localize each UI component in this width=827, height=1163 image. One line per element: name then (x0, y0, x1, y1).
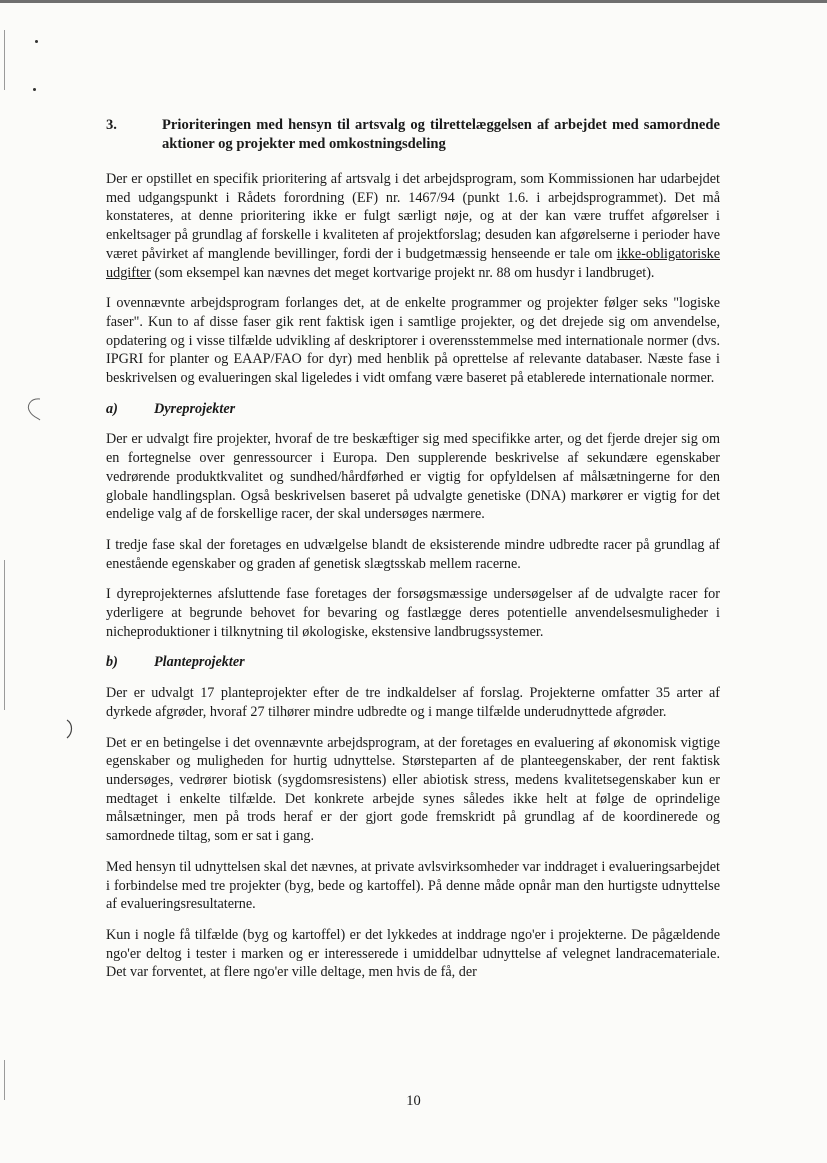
paragraph: I tredje fase skal der foretages en udvælgelse blandt de eksisterende mindre udbredte racer på grundlag af enestående egenskaber og graden af genetisk slægtsskab mellem racerne. (106, 536, 720, 572)
paragraph-text: Der er opstillet en specifik prioritering af artsvalg i det arbejdsprogram, som Kommissionen har udarbejdet med udgangspunkt i Rådets forordning (EF) nr. 1467/94 (punkt 1.6. i arbejdsprogrammet). Det må konstateres, at denne prioritering ikke er fulgt særligt nøje, og at der kan være truffet afgørelser i enkeltsager på grundlag af forskelle i kvaliteten af projektforslag; desuden kan afgørelserne i perioder have været påvirket af manglende bevillinger, fordi der i budgetmæssig henseende er tale om (106, 171, 720, 262)
punch-hole-mark (64, 718, 76, 740)
scan-margin-line (4, 560, 5, 710)
section-number: 3. (106, 117, 117, 133)
paragraph: Der er udvalgt 17 planteprojekter efter de tre indkaldelser af forslag. Projekterne omfatter 35 arter af dyrkede afgrøder, hvoraf 27 tilhører mindre udbredte og i mange tilfælde underudnyttede afgrøder. (106, 685, 720, 720)
scan-margin-line (4, 30, 5, 90)
scan-speck (33, 88, 36, 91)
subsection-letter: a) (106, 400, 118, 417)
scan-top-edge (0, 0, 827, 3)
underlined-term: ikke-obligatoriske udgifter (106, 245, 720, 281)
paragraph-text: (som eksempel kan nævnes det meget kortvarige projekt nr. 88 om husdyr i landbruget). (150, 264, 655, 281)
page-number: 10 (406, 1093, 421, 1109)
subsection-letter: b) (106, 654, 118, 671)
scan-speck (35, 40, 38, 43)
paragraph: I ovennævnte arbejdsprogram forlanges det, at de enkelte programmer og projekter følger seks "logiske faser". Kun to af disse faser gik rent faktisk igen i samtlige projekter, og det drejede sig om anvendelse, opdatering og i visse tilfælde udvikling af deskriptorer i overensstemmelse med internationale normer (dvs. IPGRI for planter og EAAP/FAO for dyr) med henblik på oprettelse af relevante databaser. Næste fase i beskrivelsen og evalueringen skal ligeledes i vidt omfang være baseret på etablerede internationale normer. (106, 295, 720, 387)
document-body (106, 116, 720, 994)
subsection-heading-b (106, 653, 720, 672)
punch-hole-mark (24, 396, 44, 422)
paragraph: Kun i nogle få tilfælde (byg og kartoffel) er det lykkedes at inddrage ngo'er i projekterne. De pågældende ngo'er deltog i tester i marken og er interesserede i umiddelbar udnyttelse af velegnet landracemateriale. Det var forventet, at flere ngo'er ville deltage, men hvis de få, der (106, 926, 720, 981)
subsection-title: Planteprojekter (154, 654, 245, 671)
section-title: Prioriteringen med hensyn til artsvalg og tilrettelæggelsen af arbejdet med samordnede aktioner og projekter med omkostningsdeling (162, 117, 720, 152)
section-heading (106, 116, 720, 153)
paragraph: Der er udvalgt fire projekter, hvoraf de tre beskæftiger sig med specifikke arter, og det fjerde drejer sig om en fortegnelse over genressourcer i Europa. Den supplerende beskrivelse af sekundære egenskaber vedrørende produktkvalitet og sundhed/hårdførhed er vigtig for opfyldelsen af målsætningerne for den globale handlingsplan. Også beskrivelsen baseret på udvalgte genetiske (DNA) markører er vigtig for det endelige valg af de forskellige racer, der skal undersøges nærmere. (106, 431, 720, 523)
subsection-title: Dyreprojekter (154, 400, 236, 417)
paragraph: Det er en betingelse i det ovennævnte arbejdsprogram, at der foretages en evaluering af økonomisk vigtige egenskaber og muligheden for hurtig udnyttelse. Størsteparten af de planteegenskaber, der rent faktisk undersøges, vedrører biotisk (sygdomsresistens) eller abiotisk stress, medens kvalitetsegenskaber kun er medtaget i enkelte tilfælde. Det konkrete arbejde synes således ikke helt at følge de oprindelige målsætninger, men på trods heraf er der gjort gode fremskridt på grundlag af de koordinerede og samordnede tiltag, som er sat i gang. (106, 734, 720, 845)
paragraph: Med hensyn til udnyttelsen skal det nævnes, at private avlsvirksomheder var inddraget i evalueringsarbejdet i forbindelse med tre projekter (byg, bede og kartoffel). På denne måde opnår man den hurtigste udnyttelse af evalueringsresultaterne. (106, 858, 720, 913)
paragraph: I dyreprojekternes afsluttende fase foretages der forsøgsmæssige undersøgelser af de udvalgte racer for yderligere at begrunde behovet for bevaring og fastlægge deres potentielle anvendelsesmuligheder i nicheproduktioner i tilknytning til økologiske, ekstensive landbrugssystemer. (106, 586, 720, 640)
subsection-heading-a (106, 400, 720, 419)
paragraph (106, 170, 720, 282)
